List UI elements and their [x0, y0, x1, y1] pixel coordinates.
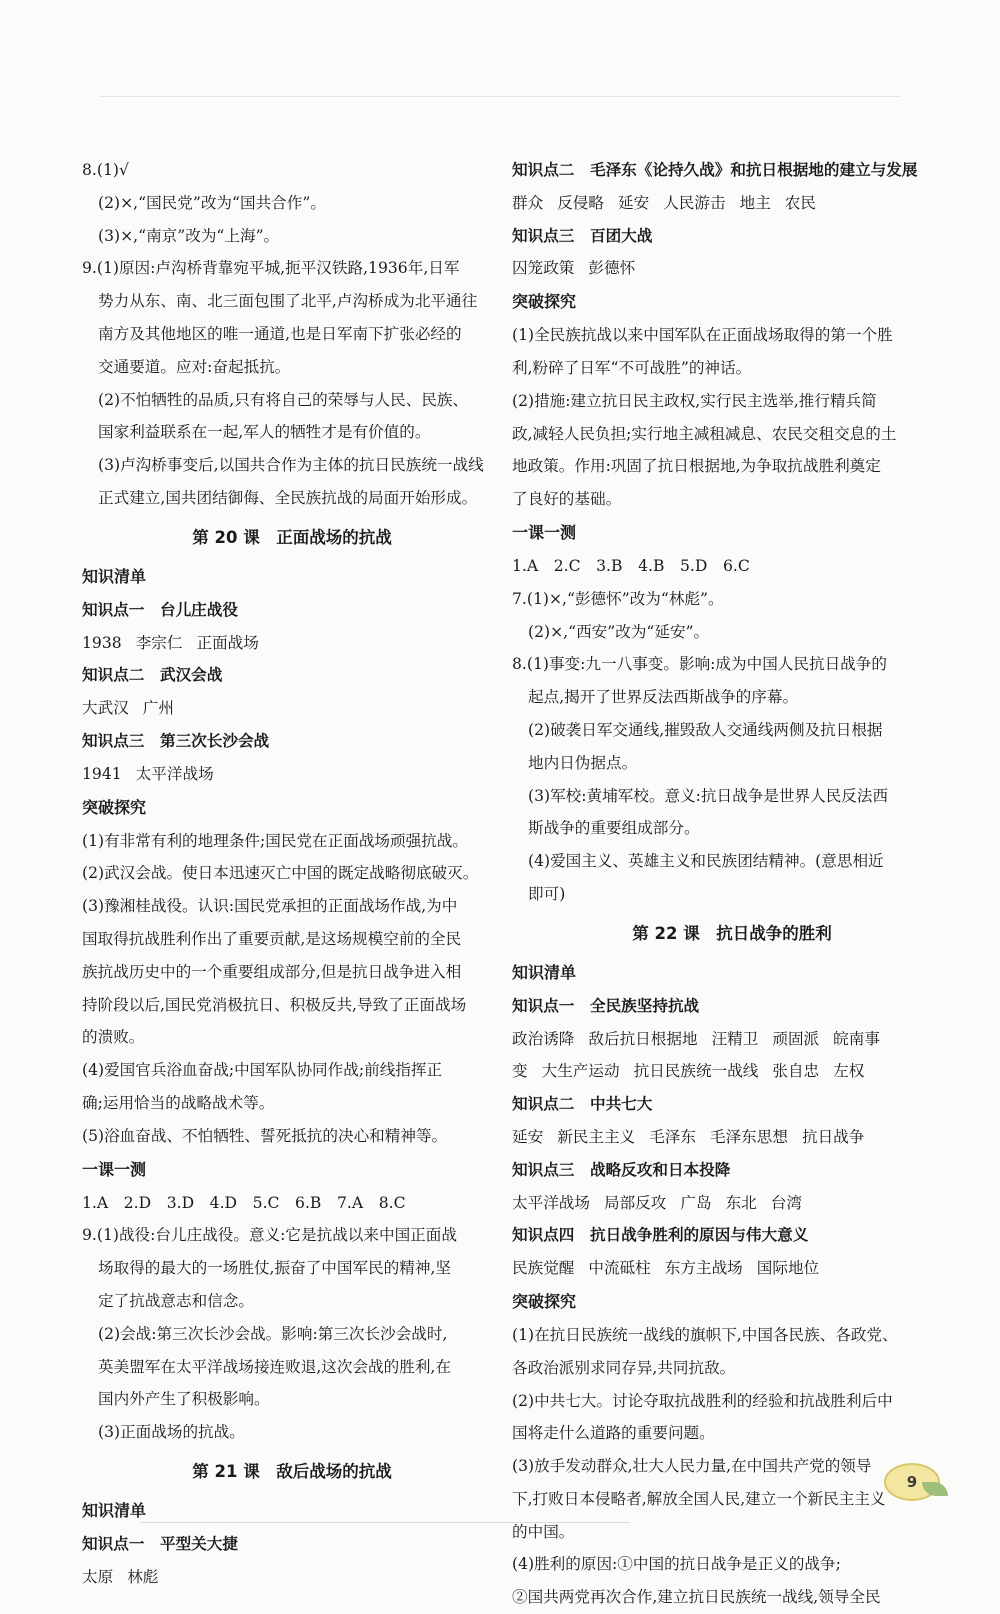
answer-line: 地政策。作用:巩固了抗日根据地,为争取抗战胜利奠定 [512, 457, 881, 476]
answer-line: (2)×,“西安”改为“延安”。 [528, 622, 710, 641]
answer-line: (1)有非常有利的地理条件;国民党在正面战场顽强抗战。 [82, 831, 468, 850]
answer-word: 人民游击 [663, 193, 726, 212]
section-heading: 知识清单 [82, 1500, 147, 1520]
answer-word: 广州 [142, 699, 174, 718]
answer-word: 东北 [725, 1193, 757, 1212]
answer-word: 顽固派 [772, 1029, 820, 1048]
answer-line: 场取得的最大的一场胜仗,振奋了中国军民的精神,坚 [98, 1259, 451, 1278]
answer-word: 囚笼政策 [512, 259, 575, 278]
answer-words [82, 758, 502, 791]
answer-line: (3)正面战场的抗战。 [98, 1423, 245, 1442]
answer-line: 8.(1)√ [82, 161, 129, 179]
answer-words [512, 252, 952, 285]
answer-line: 8.(1)事变:九一八事变。影响:成为中国人民抗日战争的 [512, 655, 887, 674]
answer-word: 1938 [82, 633, 122, 652]
answer-words [512, 1055, 952, 1088]
answer-line: 英美盟军在太平洋战场接连败退,这次会战的胜利,在 [98, 1357, 451, 1376]
answer-line: 正式建立,国共团结御侮、全民族抗战的局面开始形成。 [98, 488, 478, 507]
answer-word: 台湾 [770, 1193, 802, 1212]
answer-word: 毛泽东 [649, 1127, 696, 1146]
answer-word: 地主 [739, 193, 771, 212]
answer-line: 政,减轻人民负担;实行地主减租减息、农民交租交息的土 [512, 424, 897, 443]
section-heading: 知识清单 [512, 962, 577, 982]
answer-words [512, 1187, 952, 1220]
left-column [82, 154, 502, 1593]
section-heading: 突破探究 [512, 292, 577, 312]
knowledge-point-heading: 知识点二 中共七大 [512, 1095, 653, 1114]
answer-line: (3)放手发动群众,壮大人民力量,在中国共产党的领导 [512, 1457, 872, 1476]
right-column [512, 154, 952, 1614]
answer-word: 1941 [82, 764, 122, 783]
answer-word: 抗日战争 [801, 1127, 865, 1146]
answer-line: 9.(1)原因:卢沟桥背靠宛平城,扼平汉铁路,1936年,日军 [82, 259, 460, 278]
answer-line: (2)中共七大。讨论夺取抗战胜利的经验和抗战胜利后中 [512, 1391, 893, 1410]
answer-line: (2)不怕牺牲的品质,只有将自己的荣辱与人民、民族、 [98, 390, 469, 409]
answer-word: 林彪 [127, 1567, 159, 1586]
answer-line: (2)武汉会战。使日本迅速灭亡中国的既定战略彻底破灭。 [82, 864, 479, 883]
answer-line: 各政治派别求同存异,共同抗敌。 [512, 1358, 736, 1377]
answer-word: 变 [512, 1062, 528, 1081]
answer-words [512, 187, 952, 220]
answer-word: 汪精卫 [711, 1029, 759, 1048]
answer-line: (2)会战:第三次长沙会战。影响:第三次长沙会战时, [98, 1324, 448, 1343]
answer-word: 李宗仁 [135, 633, 183, 652]
answer-line: (3)卢沟桥事变后,以国共合作为主体的抗日民族统一战线 [98, 456, 484, 475]
answer-words [82, 627, 502, 660]
answer-line: 国内外产生了积极影响。 [98, 1390, 270, 1409]
knowledge-point-heading: 知识点四 抗日战争胜利的原因与伟大意义 [512, 1226, 809, 1245]
answer-word: 大武汉 [82, 699, 129, 718]
answer-line: (1)全民族抗战以来中国军队在正面战场取得的第一个胜 [512, 326, 893, 345]
lesson-title: 第 22 课 抗日战争的胜利 [632, 923, 832, 943]
answer-word: 毛泽东思想 [709, 1127, 788, 1146]
answer-line: (3)豫湘桂战役。认识:国民党承担的正面战场作战,为中 [82, 897, 458, 916]
top-rule [100, 96, 900, 97]
answer-line: (5)浴血奋战、不怕牺牲、誓死抵抗的决心和精神等。 [82, 1126, 448, 1145]
answer-line: (4)爱国主义、英雄主义和民族团结精神。(意思相近 [528, 852, 884, 871]
knowledge-point-heading: 知识点三 百团大战 [512, 226, 653, 245]
answer-line: (4)胜利的原因:①中国的抗日战争是正义的战争; [512, 1555, 841, 1574]
answer-word: 延安 [618, 193, 650, 212]
answer-line: 定了抗战意志和信念。 [98, 1291, 254, 1310]
answer-line: 1.A 2.C 3.B 4.B 5.D 6.C [512, 556, 750, 575]
knowledge-point-heading: 知识点三 战略反攻和日本投降 [512, 1160, 731, 1179]
answer-line: 持阶段以后,国民党消极抗日、积极反共,导致了正面战场 [82, 995, 467, 1014]
answer-line: 的溃败。 [82, 1028, 145, 1047]
answer-line: 起点,揭开了世界反法西斯战争的序幕。 [528, 688, 799, 707]
section-heading: 突破探究 [82, 797, 147, 817]
section-heading: 知识清单 [82, 566, 147, 586]
answer-line: (1)在抗日民族统一战线的旗帜下,中国各民族、各政党、 [512, 1325, 898, 1344]
answer-line: 即可) [528, 884, 566, 903]
knowledge-point-heading: 知识点一 全民族坚持抗战 [512, 996, 700, 1015]
answer-line: (4)爱国官兵浴血奋战;中国军队协同作战;前线指挥正 [82, 1061, 443, 1080]
answer-line: 国将走什么道路的重要问题。 [512, 1424, 715, 1443]
answer-line: 1.A 2.D 3.D 4.D 5.C 6.B 7.A 8.C [82, 1193, 406, 1212]
answer-word: 民族觉醒 [512, 1259, 575, 1278]
answer-word: 广岛 [680, 1193, 712, 1212]
answer-word: 群众 [512, 193, 544, 212]
answer-line: (2)破袭日军交通线,摧毁敌人交通线两侧及抗日根据 [528, 720, 883, 739]
answer-word: 反侵略 [557, 193, 604, 212]
answer-line: 势力从东、南、北三面包围了北平,卢沟桥成为北平通往 [98, 292, 478, 311]
answer-word: 中流砥柱 [588, 1259, 651, 1278]
answer-word: 太原 [82, 1567, 114, 1586]
answer-words [512, 1023, 952, 1056]
answer-words [82, 692, 502, 725]
answer-line: 下,打败日本侵略者,解放全国人民,建立一个新民主主义 [512, 1489, 886, 1508]
answer-word: 延安 [512, 1127, 544, 1146]
answer-words [512, 1121, 952, 1154]
answer-word: 局部反攻 [603, 1193, 667, 1212]
answer-word: 正面战场 [196, 633, 259, 652]
answer-line: 确;运用恰当的战略战术等。 [82, 1093, 275, 1112]
answer-word: 大生产运动 [541, 1062, 620, 1081]
lesson-title: 第 21 课 敌后战场的抗战 [192, 1461, 392, 1481]
answer-line: (2)措施:建立抗日民主政权,实行民主选举,推行精兵简 [512, 391, 877, 410]
bottom-rule [140, 1522, 630, 1523]
section-heading: 一课一测 [82, 1159, 147, 1179]
answer-word: 新民主主义 [557, 1127, 636, 1146]
lesson-title: 第 20 课 正面战场的抗战 [192, 527, 392, 547]
answer-line: 9.(1)战役:台儿庄战役。意义:它是抗战以来中国正面战 [82, 1226, 457, 1245]
answer-line: ②国共两党再次合作,建立抗日民族统一战线,领导全民 [512, 1588, 881, 1607]
answer-line: 利,粉碎了日军“不可战胜”的神话。 [512, 358, 752, 377]
answer-line: 族抗战历史中的一个重要组成部分,但是抗日战争进入相 [82, 962, 462, 981]
answer-word: 抗日民族统一战线 [633, 1062, 759, 1081]
answer-line: 交通要道。应对:奋起抵抗。 [98, 357, 291, 376]
answer-word: 皖南事 [833, 1029, 880, 1048]
answer-word: 农民 [784, 193, 816, 212]
answer-words [82, 1561, 502, 1594]
answer-word: 太平洋战场 [512, 1193, 590, 1212]
section-heading: 一课一测 [512, 522, 577, 542]
answer-word: 国际地位 [756, 1259, 820, 1278]
answer-line: 的中国。 [512, 1522, 575, 1541]
knowledge-point-heading: 知识点三 第三次长沙会战 [82, 731, 270, 750]
answer-words [512, 1252, 952, 1285]
answer-line: 了良好的基础。 [512, 490, 622, 509]
page-number-badge: 9 [884, 1463, 940, 1501]
knowledge-point-heading: 知识点一 平型关大捷 [82, 1534, 238, 1553]
knowledge-point-heading: 知识点二 毛泽东《论持久战》和抗日根据地的建立与发展 [512, 161, 918, 179]
answer-line: 南方及其他地区的唯一通道,也是日军南下扩张必经的 [98, 324, 462, 343]
answer-line: 7.(1)×,“彭德怀”改为“林彪”。 [512, 589, 724, 608]
answer-line: 国家利益联系在一起,军人的牺牲才是有价值的。 [98, 423, 431, 442]
answer-line: (3)×,“南京”改为“上海”。 [98, 226, 280, 245]
answer-word: 敌后抗日根据地 [588, 1029, 698, 1048]
answer-line: 地内日伪据点。 [528, 753, 638, 772]
answer-line: (3)军校:黄埔军校。意义:抗日战争是世界人民反法西 [528, 786, 889, 805]
answer-line: 斯战争的重要组成部分。 [528, 819, 700, 838]
answer-line: 国取得抗战胜利作出了重要贡献,是这场规模空前的全民 [82, 929, 462, 948]
answer-line: (2)×,“国民党”改为“国共合作”。 [98, 193, 326, 212]
section-heading: 突破探究 [512, 1291, 577, 1311]
answer-word: 太平洋战场 [135, 764, 214, 783]
knowledge-point-heading: 知识点二 武汉会战 [82, 666, 223, 685]
answer-word: 左权 [833, 1062, 865, 1081]
knowledge-point-heading: 知识点一 台儿庄战役 [82, 600, 238, 619]
answer-word: 东方主战场 [664, 1259, 743, 1278]
answer-word: 张自忠 [772, 1062, 820, 1081]
answer-word: 政治诱降 [512, 1029, 575, 1048]
answer-word: 彭德怀 [588, 259, 636, 278]
